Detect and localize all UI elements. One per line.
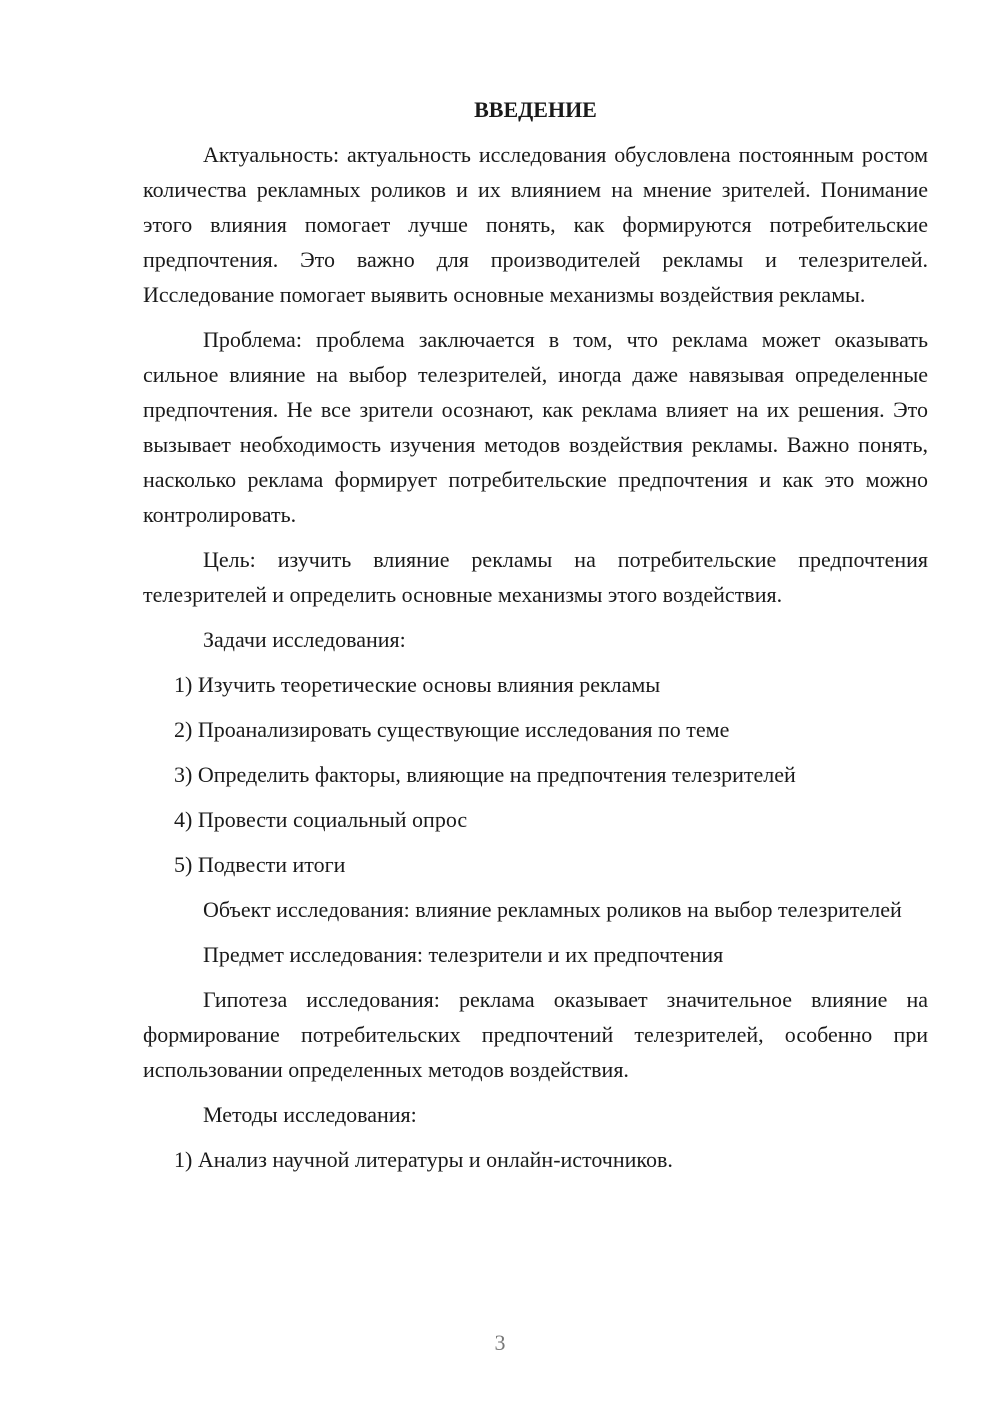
list-item: 3) Определить факторы, влияющие на предпочтения телезрителей — [174, 762, 796, 787]
tasks-heading: Задачи исследования: — [203, 627, 406, 652]
page-number: 3 — [494, 1330, 506, 1355]
list-item: 1) Анализ научной литературы и онлайн-источников. — [174, 1147, 673, 1172]
page-title: ВВЕДЕНИЕ — [474, 97, 597, 122]
hypothesis-paragraph: Гипотеза исследования: реклама оказывает значительное влияние на формирование потребительских предпочтений телезрителей, особенно при использовании определенных методов воздействия. — [143, 987, 928, 1082]
subject-paragraph: Предмет исследования: телезрители и их предпочтения — [203, 942, 724, 967]
tasks-list — [143, 667, 928, 882]
list-item: 1) Изучить теоретические основы влияния рекламы — [174, 672, 661, 697]
list-item: 4) Провести социальный опрос — [174, 807, 468, 832]
methods-list — [143, 1142, 928, 1177]
page-body — [143, 92, 928, 1187]
object-paragraph: Объект исследования: влияние рекламных роликов на выбор телезрителей — [203, 897, 902, 922]
relevance-paragraph: Актуальность: актуальность исследования обусловлена постоянным ростом количества рекламных роликов и их влиянием на мнение зрителей. Понимание этого влияния помогает лучше понять, как формируются потребительские предпочтения. Это важно для производителей рекламы и телезрителей. Исследование помогает выявить основные механизмы воздействия рекламы. — [143, 142, 928, 307]
problem-paragraph: Проблема: проблема заключается в том, что реклама может оказывать сильное влияние на выбор телезрителей, иногда даже навязывая определенные предпочтения. Не все зрители осознают, как реклама влияет на их решения. Это вызывает необходимость изучения методов воздействия рекламы. Важно понять, насколько реклама формирует потребительские предпочтения и как это можно контролировать. — [143, 327, 928, 527]
goal-paragraph: Цель: изучить влияние рекламы на потребительские предпочтения телезрителей и определить основные механизмы этого воздействия. — [143, 547, 928, 607]
methods-heading: Методы исследования: — [203, 1102, 417, 1127]
list-item: 5) Подвести итоги — [174, 852, 346, 877]
list-item: 2) Проанализировать существующие исследования по теме — [174, 717, 730, 742]
